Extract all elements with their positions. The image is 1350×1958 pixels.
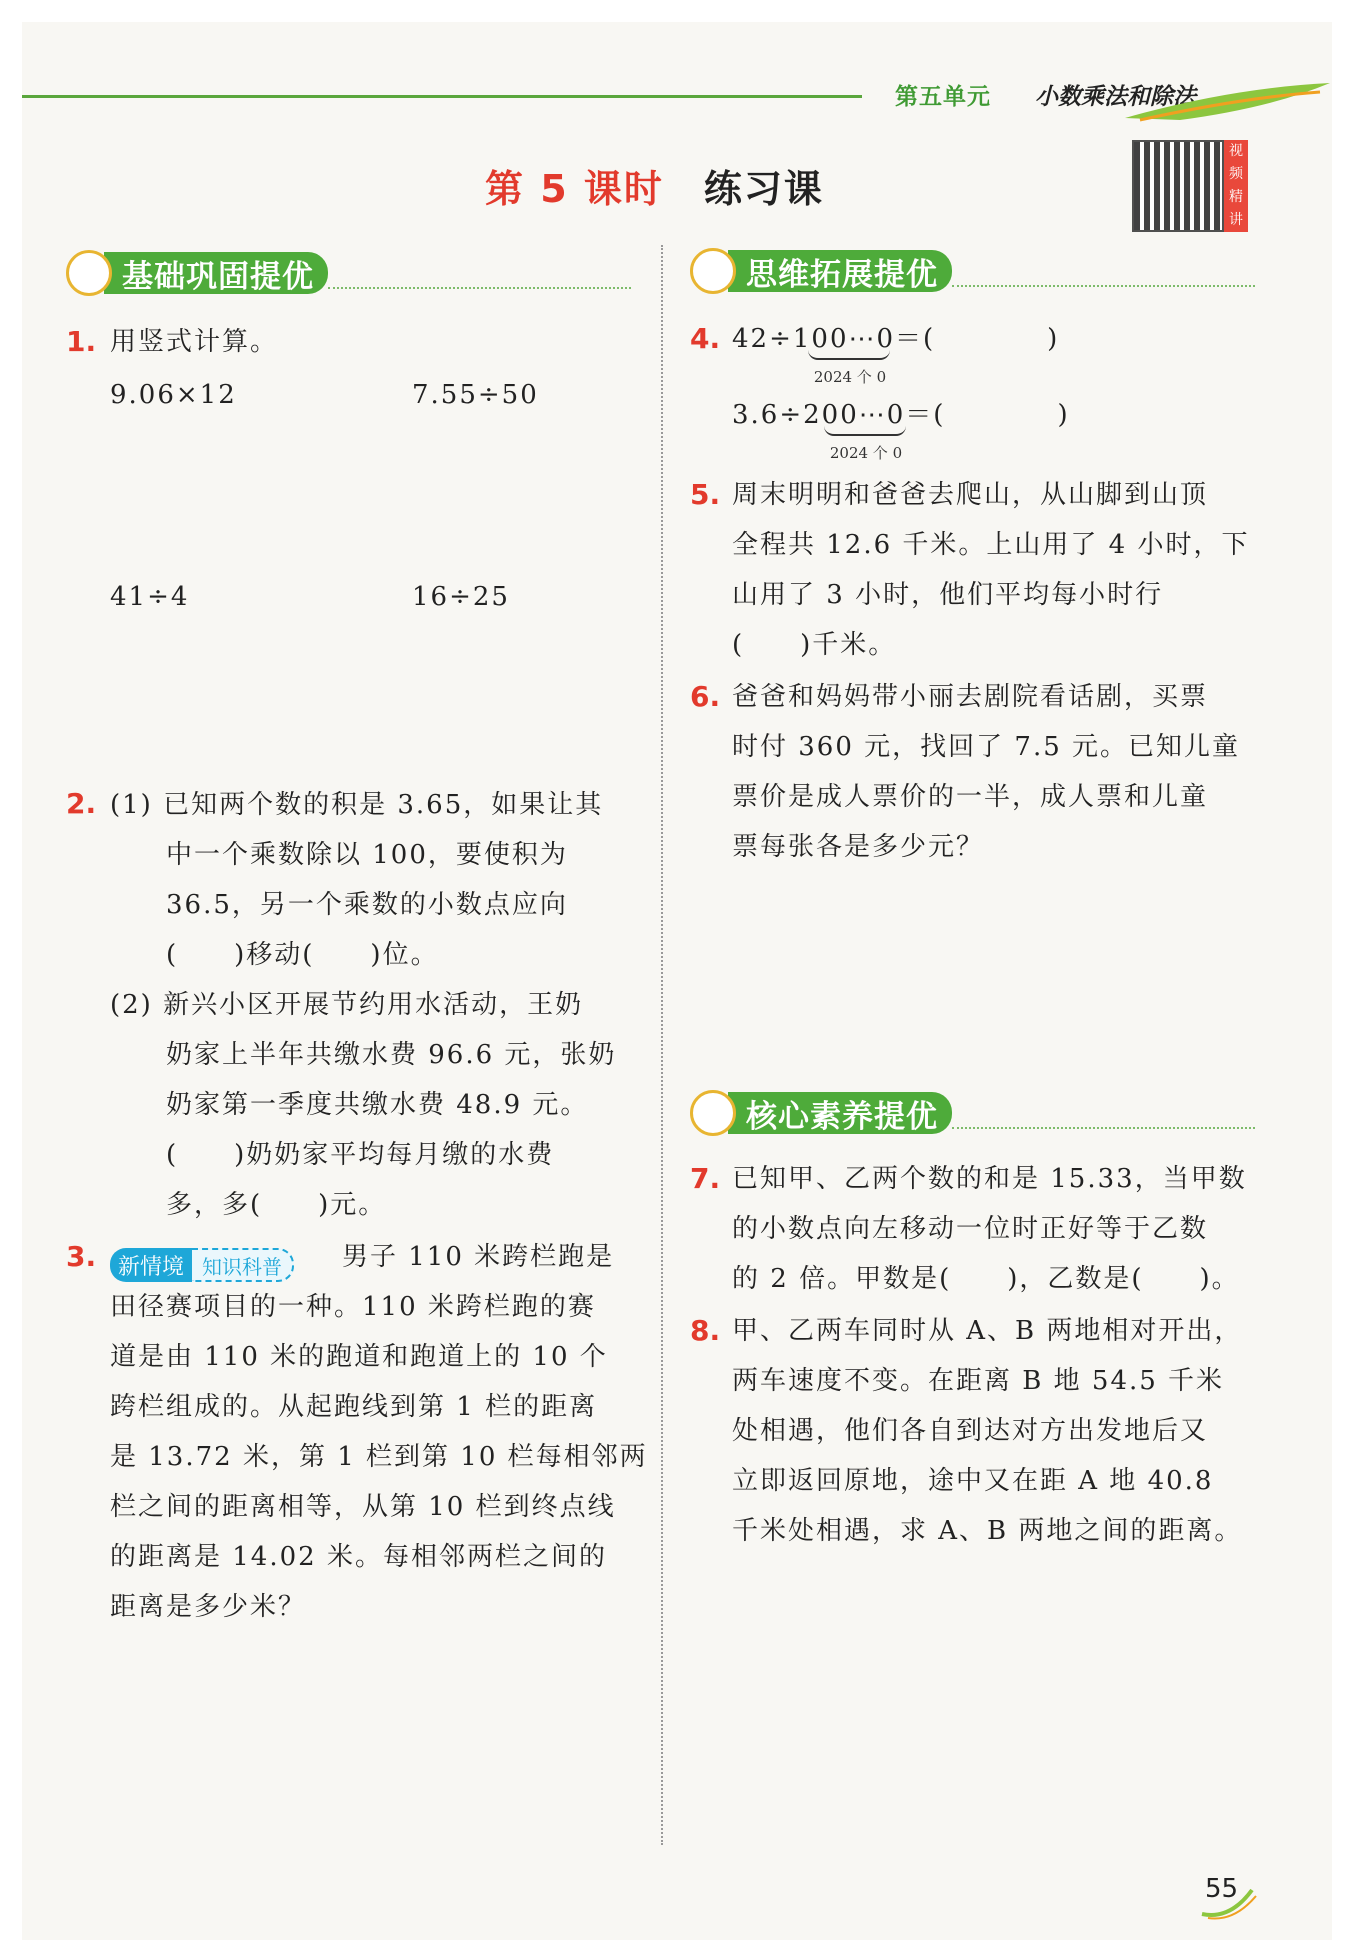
q2-number: 2. [66, 787, 97, 820]
q2-line: (2) 新兴小区开展节约用水活动，王奶 [110, 990, 584, 1020]
q6-line: 时付 360 元，找回了 7.5 元。已知儿童 [732, 732, 1241, 762]
q1-stem: 用竖式计算。 [110, 327, 279, 357]
column-divider [661, 245, 663, 1845]
page-number: 55 [1205, 1874, 1239, 1904]
lesson-name: 练习课 [703, 167, 824, 211]
q3-line: 距离是多少米？ [110, 1592, 307, 1622]
q4-brace-label: 2024 个 0 [813, 368, 887, 386]
lesson-number: 第 5 课时 [485, 167, 664, 211]
q7-line: 的小数点向左移动一位时正好等于乙数 [732, 1214, 1209, 1244]
q8-line: 两车速度不变。在距离 B 地 54.5 千米 [732, 1366, 1225, 1396]
section-thinking-title: 思维拓展提优 [728, 250, 952, 292]
q8-line: 甲、乙两车同时从 A、B 两地相对开出， [732, 1316, 1243, 1346]
new-context-tag [110, 1248, 294, 1282]
tag-knowledge: 知识科普 [192, 1248, 294, 1282]
q4-line: 42÷100⋯0＝( ) [732, 324, 1060, 354]
gear-badge-icon [66, 250, 112, 296]
q2-line: ( )奶奶家平均每月缴的水费 [166, 1140, 555, 1170]
q3-line: 男子 110 米跨栏跑是 [342, 1242, 615, 1272]
q5-line: 全程共 12.6 千米。上山用了 4 小时，下 [732, 530, 1250, 560]
section-rule [952, 285, 1255, 287]
q4-number: 4. [690, 322, 721, 355]
header-unit: 第五单元 [895, 84, 991, 110]
q6-number: 6. [690, 680, 721, 713]
q1-item: 7.55÷50 [412, 380, 539, 410]
q8-line: 千米处相遇，求 A、B 两地之间的距离。 [732, 1516, 1243, 1546]
sprout-badge-icon [690, 248, 736, 294]
q3-line: 道是由 110 米的跑道和跑道上的 10 个 [110, 1342, 608, 1372]
q5-line: 山用了 3 小时，他们平均每小时行 [732, 580, 1164, 610]
q8-line: 处相遇，他们各自到达对方出发地后又 [732, 1416, 1209, 1446]
section-rule [952, 1127, 1255, 1129]
qr-tag: 视频精讲 [1224, 140, 1248, 232]
header-subject: 小数乘法和除法 [1035, 84, 1196, 110]
q2-line: 奶家上半年共缴水费 96.6 元，张奶 [166, 1040, 617, 1070]
q1-item: 9.06×12 [110, 380, 237, 410]
q7-number: 7. [690, 1162, 721, 1195]
q8-number: 8. [690, 1314, 721, 1347]
q8-line: 立即返回原地，途中又在距 A 地 40.8 [732, 1466, 1214, 1496]
q6-line: 票每张各是多少元？ [732, 832, 985, 862]
q1-item: 41÷4 [110, 582, 190, 612]
q1-number: 1. [66, 325, 97, 358]
q6-line: 爸爸和妈妈带小丽去剧院看话剧，买票 [732, 682, 1209, 712]
q2-line: 奶家第一季度共缴水费 48.9 元。 [166, 1090, 589, 1120]
trophy-badge-icon [690, 1090, 736, 1136]
q2-line: 中一个乘数除以 100，要使积为 [166, 840, 568, 870]
section-core-title: 核心素养提优 [728, 1092, 952, 1134]
q3-number: 3. [66, 1240, 97, 1273]
q3-line: 是 13.72 米，第 1 栏到第 10 栏每相邻两 [110, 1442, 648, 1472]
q4-line: 3.6÷200⋯0＝( ) [732, 400, 1070, 430]
section-rule [328, 287, 631, 289]
q3-line: 栏之间的距离相等，从第 10 栏到终点线 [110, 1492, 616, 1522]
section-basic [66, 250, 631, 296]
q4-brace-label: 2024 个 0 [829, 444, 903, 462]
brace [824, 426, 906, 436]
tag-new-context: 新情境 [110, 1248, 192, 1282]
q7-line: 的 2 倍。甲数是( )，乙数是( )。 [732, 1264, 1240, 1294]
q2-line: (1) 已知两个数的积是 3.65，如果让其 [110, 790, 604, 820]
q5-line: ( )千米。 [732, 630, 897, 660]
q5-number: 5. [690, 478, 721, 511]
q3-line: 田径赛项目的一种。110 米跨栏跑的赛 [110, 1292, 596, 1322]
q2-line: 多，多( )元。 [166, 1190, 387, 1220]
q7-line: 已知甲、乙两个数的和是 15.33，当甲数 [732, 1164, 1247, 1194]
section-core [690, 1090, 1255, 1136]
qr-code-icon[interactable] [1132, 140, 1224, 232]
brace [808, 350, 890, 360]
leaf-swoosh-icon [1120, 78, 1335, 124]
header-rule [22, 95, 862, 98]
q1-item: 16÷25 [412, 582, 510, 612]
q2-line: ( )移动( )位。 [166, 940, 439, 970]
section-thinking [690, 248, 1255, 294]
lesson-title [485, 158, 824, 213]
q2-line: 36.5，另一个乘数的小数点应向 [166, 890, 568, 920]
q6-line: 票价是成人票价的一半，成人票和儿童 [732, 782, 1209, 812]
q5-line: 周末明明和爸爸去爬山，从山脚到山顶 [732, 480, 1209, 510]
q3-line: 的距离是 14.02 米。每相邻两栏之间的 [110, 1542, 607, 1572]
q3-line: 跨栏组成的。从起跑线到第 1 栏的距离 [110, 1392, 598, 1422]
section-basic-title: 基础巩固提优 [104, 252, 328, 294]
